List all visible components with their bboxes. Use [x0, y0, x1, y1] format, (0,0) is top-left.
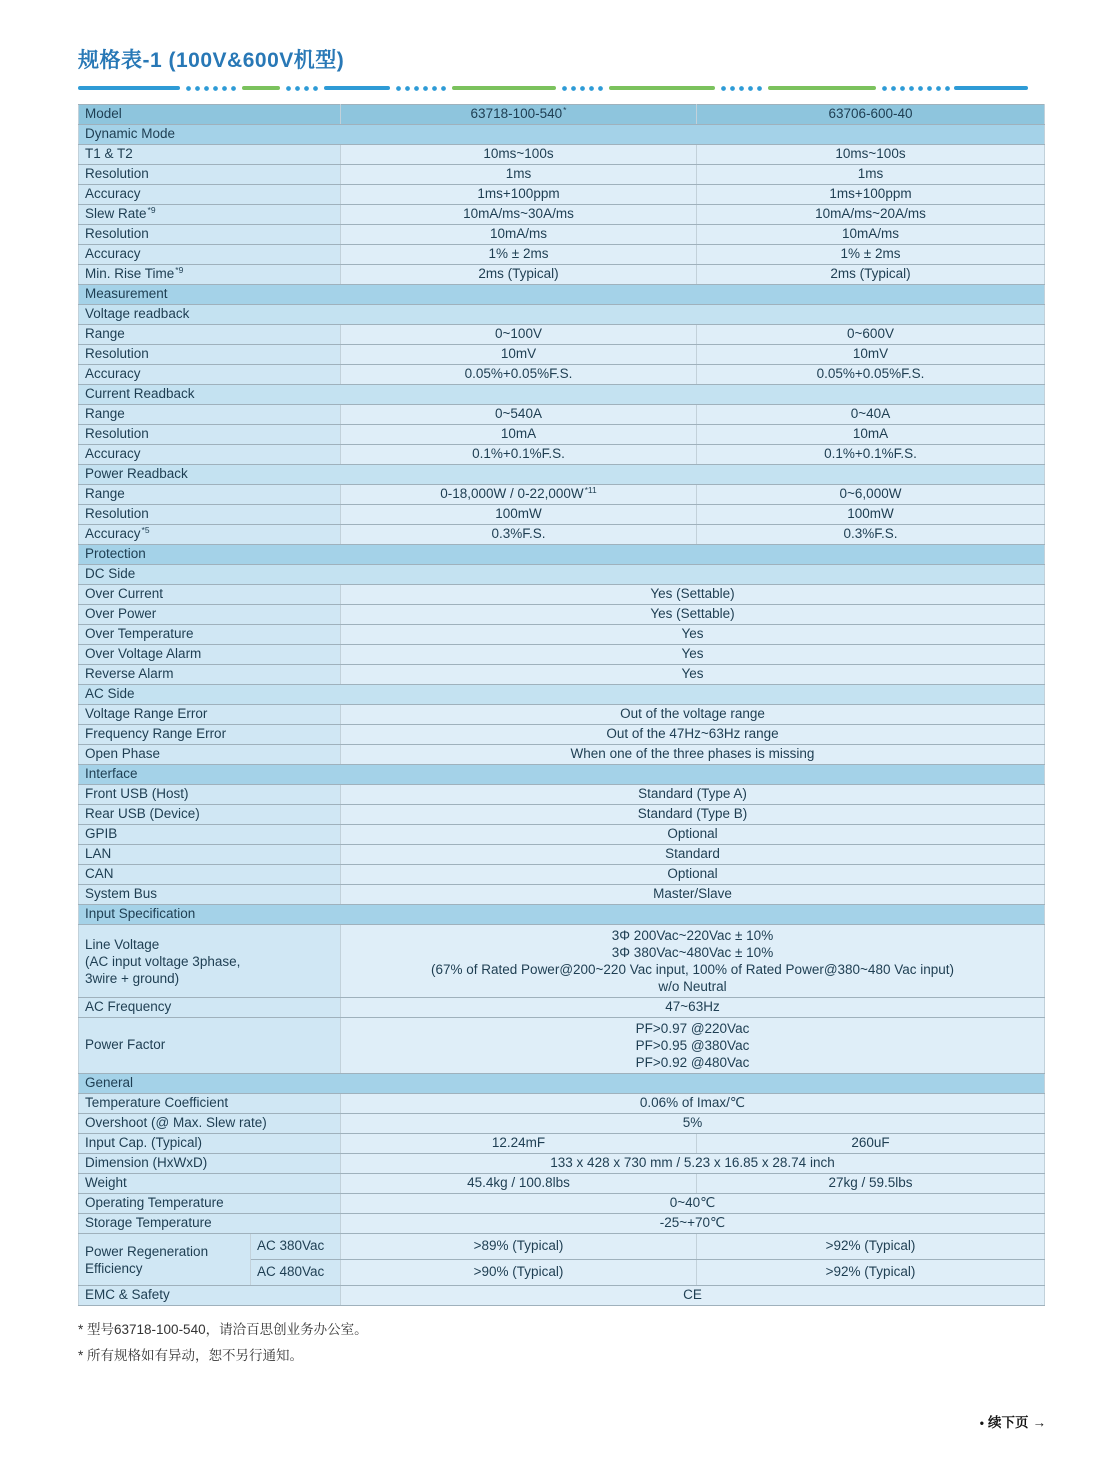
table-row	[79, 425, 1045, 445]
table-row	[79, 285, 1045, 305]
spec-label-cell: GPIB	[79, 825, 341, 845]
spec-value-cell: 10mA/ms	[697, 225, 1045, 245]
table-row	[79, 145, 1045, 165]
divider-dots	[394, 86, 448, 91]
footnote-line: * 所有规格如有异动，恕不另行通知。	[78, 1348, 304, 1363]
table-row	[79, 245, 1045, 265]
spec-label-cell: Slew Rate$^{*9}$	[79, 205, 341, 225]
spec-table	[78, 104, 1045, 1306]
spec-value-cell: 0~40A	[697, 405, 1045, 425]
section-header-cell: Input Specification	[79, 905, 1045, 925]
table-row	[79, 765, 1045, 785]
spec-value-cell: Out of the voltage range	[341, 705, 1045, 725]
table-row	[79, 905, 1045, 925]
arrow-right-icon: →	[1032, 1415, 1046, 1430]
table-row	[79, 465, 1045, 485]
spec-value-cell: 0.1%+0.1%F.S.	[341, 445, 697, 465]
section-header-cell: Measurement	[79, 285, 1045, 305]
spec-value-cell: Yes	[341, 665, 1045, 685]
table-row	[79, 265, 1045, 285]
spec-label-cell: Open Phase	[79, 745, 341, 765]
spec-value-cell: 0.05%+0.05%F.S.	[341, 365, 697, 385]
spec-label-cell: Power Factor	[79, 1018, 341, 1074]
spec-value-cell: 0.06% of Imax/℃	[341, 1094, 1045, 1114]
spec-value-cell: Standard (Type A)	[341, 785, 1045, 805]
spec-label-cell: Reverse Alarm	[79, 665, 341, 685]
spec-label-cell: Range	[79, 485, 341, 505]
spec-value-cell: 10mV	[341, 345, 697, 365]
table-row	[79, 365, 1045, 385]
table-row	[79, 1286, 1045, 1306]
table-row	[79, 325, 1045, 345]
spec-value-cell: 1ms	[697, 165, 1045, 185]
spec-value-cell: 0~540A	[341, 405, 697, 425]
spec-value-cell: Master/Slave	[341, 885, 1045, 905]
table-row	[79, 385, 1045, 405]
spec-label-cell: System Bus	[79, 885, 341, 905]
model-label-cell: Model	[79, 105, 341, 125]
spec-value-cell: 10mA/ms~30A/ms	[341, 205, 697, 225]
spec-value-cell: 0.1%+0.1%F.S.	[697, 445, 1045, 465]
spec-value-cell: 10mV	[697, 345, 1045, 365]
spec-value-cell: 0.3%F.S.	[341, 525, 697, 545]
divider-dots	[719, 86, 764, 91]
footnotes	[78, 1317, 1045, 1369]
table-row	[79, 725, 1045, 745]
table-row	[79, 525, 1045, 545]
page-content	[78, 44, 1045, 1369]
spec-value-cell: 12.24mF	[341, 1134, 697, 1154]
spec-value-cell: 10mA	[341, 425, 697, 445]
spec-label-cell: Line Voltage (AC input voltage 3phase, 3wire + ground)	[79, 925, 341, 998]
spec-value-cell: 27kg / 59.5lbs	[697, 1174, 1045, 1194]
spec-value-cell: Standard	[341, 845, 1045, 865]
spec-label-cell: Frequency Range Error	[79, 725, 341, 745]
spec-value-cell: $0-18,000W / 0-22,000W^{*11}$	[341, 485, 697, 505]
table-row	[79, 585, 1045, 605]
continuation-label: 续下页	[988, 1415, 1029, 1430]
spec-value-cell: >90% (Typical)	[341, 1260, 697, 1286]
spec-value-cell: 10ms~100s	[697, 145, 1045, 165]
spec-value-cell: 1% ± 2ms	[341, 245, 697, 265]
table-row	[79, 645, 1045, 665]
spec-label-cell: Over Voltage Alarm	[79, 645, 341, 665]
spec-value-cell: 1% ± 2ms	[697, 245, 1045, 265]
table-row	[79, 185, 1045, 205]
divider-segment	[78, 86, 180, 91]
spec-label-cell: Overshoot (@ Max. Slew rate)	[79, 1114, 341, 1134]
table-row	[79, 545, 1045, 565]
divider-segment	[954, 86, 1028, 91]
spec-value-cell: CE	[341, 1286, 1045, 1306]
spec-value-cell: 2ms (Typical)	[697, 265, 1045, 285]
spec-value-cell: 45.4kg / 100.8lbs	[341, 1174, 697, 1194]
spec-label-cell: Range	[79, 405, 341, 425]
spec-value-cell: Out of the 47Hz~63Hz range	[341, 725, 1045, 745]
table-row	[79, 1194, 1045, 1214]
table-row	[79, 665, 1045, 685]
spec-value-cell: 260uF	[697, 1134, 1045, 1154]
model-value-cell: 63718-100-540*	[341, 105, 697, 125]
spec-value-cell: 47~63Hz	[341, 998, 1045, 1018]
spec-label-cell: EMC & Safety	[79, 1286, 341, 1306]
table-row	[79, 825, 1045, 845]
table-row	[79, 565, 1045, 585]
divider-dots	[560, 86, 605, 91]
section-header-cell: Current Readback	[79, 385, 1045, 405]
table-row	[79, 845, 1045, 865]
spec-sublabel-cell: AC 380Vac	[251, 1234, 341, 1260]
section-header-cell: Voltage readback	[79, 305, 1045, 325]
divider-segment	[609, 86, 715, 91]
spec-value-cell: 0~40℃	[341, 1194, 1045, 1214]
section-header-cell: Interface	[79, 765, 1045, 785]
table-row	[79, 1154, 1045, 1174]
divider-dots	[284, 86, 320, 91]
section-header-cell: AC Side	[79, 685, 1045, 705]
spec-label-cell: Accuracy	[79, 245, 341, 265]
table-row	[79, 1234, 1045, 1260]
table-row	[79, 1134, 1045, 1154]
spec-label-cell: Resolution	[79, 425, 341, 445]
table-row	[79, 505, 1045, 525]
spec-value-cell: Optional	[341, 865, 1045, 885]
spec-table-body	[79, 105, 1045, 1306]
table-row	[79, 165, 1045, 185]
spec-value-cell: When one of the three phases is missing	[341, 745, 1045, 765]
spec-value-cell: Yes	[341, 645, 1045, 665]
table-row	[79, 1174, 1045, 1194]
spec-value-cell: 0~6,000W	[697, 485, 1045, 505]
divider-segment	[242, 86, 280, 91]
spec-label-cell: Weight	[79, 1174, 341, 1194]
spec-label-cell: T1 & T2	[79, 145, 341, 165]
spec-value-cell: 10mA/ms	[341, 225, 697, 245]
table-row	[79, 1018, 1045, 1074]
table-row	[79, 625, 1045, 645]
table-row	[79, 405, 1045, 425]
spec-value-cell: 1ms+100ppm	[341, 185, 697, 205]
table-row	[79, 1094, 1045, 1114]
spec-value-cell: >92% (Typical)	[697, 1234, 1045, 1260]
spec-label-cell: Resolution	[79, 505, 341, 525]
table-row	[79, 605, 1045, 625]
spec-label-cell: Power Regeneration Efficiency	[79, 1234, 251, 1286]
section-header-cell: General	[79, 1074, 1045, 1094]
model-value-cell: 63706-600-40	[697, 105, 1045, 125]
table-row	[79, 125, 1045, 145]
divider-segment	[452, 86, 556, 91]
spec-value-cell: >89% (Typical)	[341, 1234, 697, 1260]
table-row	[79, 998, 1045, 1018]
spec-value-cell: 1ms+100ppm	[697, 185, 1045, 205]
table-row	[79, 305, 1045, 325]
divider-segment	[324, 86, 390, 91]
bullet-icon: •	[979, 1416, 984, 1430]
divider-segment	[768, 86, 876, 91]
spec-label-cell: Resolution	[79, 345, 341, 365]
spec-value-cell: -25~+70℃	[341, 1214, 1045, 1234]
spec-label-cell: Over Power	[79, 605, 341, 625]
spec-sublabel-cell: AC 480Vac	[251, 1260, 341, 1286]
section-header-cell: Protection	[79, 545, 1045, 565]
spec-label-cell: Range	[79, 325, 341, 345]
section-header-cell: Dynamic Mode	[79, 125, 1045, 145]
spec-value-cell: 10ms~100s	[341, 145, 697, 165]
spec-value-cell: 0.05%+0.05%F.S.	[697, 365, 1045, 385]
divider-dots	[184, 86, 238, 91]
section-header-cell: DC Side	[79, 565, 1045, 585]
spec-value-cell: 0.3%F.S.	[697, 525, 1045, 545]
spec-label-cell: Resolution	[79, 225, 341, 245]
spec-value-cell: Yes	[341, 625, 1045, 645]
spec-value-cell: 100mW	[341, 505, 697, 525]
table-row	[79, 805, 1045, 825]
table-row	[79, 885, 1045, 905]
spec-label-cell: Temperature Coefficient	[79, 1094, 341, 1114]
table-row	[79, 1114, 1045, 1134]
table-row	[79, 785, 1045, 805]
spec-label-cell: Over Current	[79, 585, 341, 605]
spec-value-cell: >92% (Typical)	[697, 1260, 1045, 1286]
spec-value-cell: 133 x 428 x 730 mm / 5.23 x 16.85 x 28.74 inch	[341, 1154, 1045, 1174]
spec-value-cell: 10mA	[697, 425, 1045, 445]
spec-value-cell: 10mA/ms~20A/ms	[697, 205, 1045, 225]
spec-label-cell: Accuracy	[79, 445, 341, 465]
spec-label-cell: Dimension (HxWxD)	[79, 1154, 341, 1174]
spec-label-cell: Rear USB (Device)	[79, 805, 341, 825]
divider-dots	[880, 86, 950, 91]
spec-label-cell: Input Cap. (Typical)	[79, 1134, 341, 1154]
section-header-cell: Power Readback	[79, 465, 1045, 485]
spec-value-cell: 2ms (Typical)	[341, 265, 697, 285]
spec-value-cell: 0~600V	[697, 325, 1045, 345]
table-row	[79, 745, 1045, 765]
spec-value-cell: 5%	[341, 1114, 1045, 1134]
spec-label-cell: Voltage Range Error	[79, 705, 341, 725]
table-row	[79, 345, 1045, 365]
table-row	[79, 225, 1045, 245]
page-title: 规格表-1 (100V&600V机型)	[78, 49, 345, 72]
spec-label-cell: Operating Temperature	[79, 1194, 341, 1214]
table-row	[79, 925, 1045, 998]
spec-value-cell: Standard (Type B)	[341, 805, 1045, 825]
continued-next-page-note	[980, 1411, 1046, 1431]
decorative-divider	[78, 85, 1045, 91]
spec-value-cell: Yes (Settable)	[341, 585, 1045, 605]
table-row	[79, 865, 1045, 885]
table-row	[79, 205, 1045, 225]
spec-label-cell: Accuracy$^{*5}$	[79, 525, 341, 545]
spec-value-cell: PF>0.97 @220Vac PF>0.95 @380Vac PF>0.92 @480Vac	[341, 1018, 1045, 1074]
table-row	[79, 1074, 1045, 1094]
spec-value-cell: 100mW	[697, 505, 1045, 525]
spec-label-cell: Accuracy	[79, 365, 341, 385]
spec-value-cell: 3Φ 200Vac~220Vac ± 10% 3Φ 380Vac~480Vac ± 10% (67% of Rated Power@200~220 Vac input, 100% of Rated Power@380~480 Vac input) w/o Neutral	[341, 925, 1045, 998]
spec-label-cell: CAN	[79, 865, 341, 885]
spec-label-cell: Min. Rise Time$^{*9}$	[79, 265, 341, 285]
spec-label-cell: Resolution	[79, 165, 341, 185]
spec-label-cell: Storage Temperature	[79, 1214, 341, 1234]
table-row	[79, 685, 1045, 705]
spec-value-cell: 0~100V	[341, 325, 697, 345]
footnote-line: * 型号63718-100-540，请洽百思创业务办公室。	[78, 1322, 368, 1337]
table-row	[79, 705, 1045, 725]
table-row	[79, 105, 1045, 125]
table-row	[79, 445, 1045, 465]
spec-value-cell: 1ms	[341, 165, 697, 185]
spec-label-cell: Front USB (Host)	[79, 785, 341, 805]
spec-label-cell: Over Temperature	[79, 625, 341, 645]
table-row	[79, 1214, 1045, 1234]
spec-value-cell: Yes (Settable)	[341, 605, 1045, 625]
spec-value-cell: Optional	[341, 825, 1045, 845]
table-row	[79, 485, 1045, 505]
spec-label-cell: Accuracy	[79, 185, 341, 205]
spec-label-cell: LAN	[79, 845, 341, 865]
spec-label-cell: AC Frequency	[79, 998, 341, 1018]
